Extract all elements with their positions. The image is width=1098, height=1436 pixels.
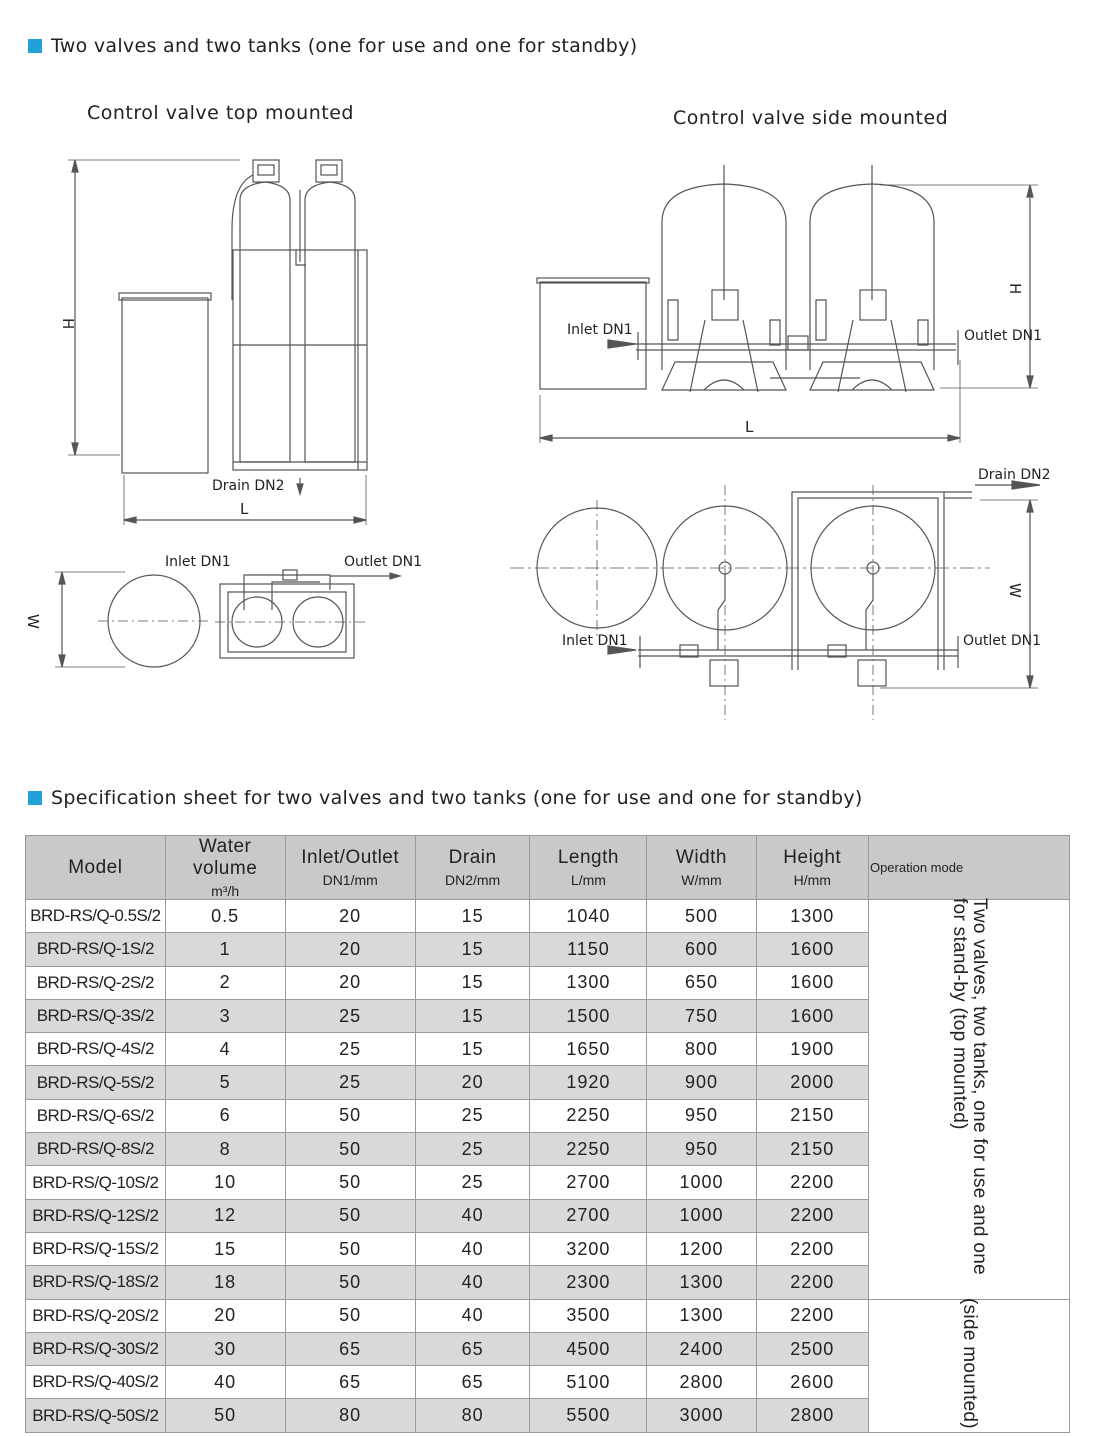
- cell-width: 650: [647, 966, 756, 999]
- table-row: [26, 900, 1070, 933]
- cell-length: 2700: [530, 1166, 647, 1199]
- cell-drain: 40: [415, 1199, 530, 1232]
- cell-height: 2150: [756, 1099, 868, 1132]
- cell-height: 2800: [756, 1399, 868, 1432]
- label-outlet-plan-side: Outlet DN1: [963, 633, 1041, 649]
- cell-water-volume: 15: [165, 1232, 285, 1265]
- cell-drain: 15: [415, 933, 530, 966]
- label-w-side: W: [1006, 583, 1024, 598]
- cell-model: BRD-RS/Q-20S/2: [26, 1299, 166, 1332]
- cell-width: 750: [647, 999, 756, 1032]
- label-drain-side: Drain DN2: [978, 467, 1051, 483]
- cell-water-volume: 40: [165, 1366, 285, 1399]
- table-header-row: [26, 836, 1070, 900]
- cell-inlet-outlet: 25: [285, 1033, 415, 1066]
- technical-drawing: [0, 130, 1098, 730]
- label-outlet-side: Outlet DN1: [964, 328, 1042, 344]
- cell-drain: 40: [415, 1266, 530, 1299]
- cell-height: 2150: [756, 1133, 868, 1166]
- cell-width: 2400: [647, 1332, 756, 1365]
- cell-height: 2000: [756, 1066, 868, 1099]
- cell-length: 5100: [530, 1366, 647, 1399]
- cell-drain: 25: [415, 1166, 530, 1199]
- cell-model: BRD-RS/Q-1S/2: [26, 933, 166, 966]
- cell-height: 1300: [756, 900, 868, 933]
- header-length: Length L/mm: [530, 836, 647, 900]
- cell-length: 4500: [530, 1332, 647, 1365]
- cell-model: BRD-RS/Q-40S/2: [26, 1366, 166, 1399]
- cell-width: 2800: [647, 1366, 756, 1399]
- cell-length: 2250: [530, 1133, 647, 1166]
- cell-model: BRD-RS/Q-8S/2: [26, 1133, 166, 1166]
- section-title-text: Two valves and two tanks (one for use and one for standby): [51, 35, 638, 57]
- cell-drain: 40: [415, 1232, 530, 1265]
- cell-drain: 20: [415, 1066, 530, 1099]
- cell-length: 3500: [530, 1299, 647, 1332]
- cell-model: BRD-RS/Q-50S/2: [26, 1399, 166, 1432]
- cell-inlet-outlet: 20: [285, 933, 415, 966]
- operation-mode-top: [868, 897, 1069, 1300]
- label-inlet-plan-side: Inlet DN1: [562, 633, 628, 649]
- cell-water-volume: 8: [165, 1133, 285, 1166]
- cell-height: 2200: [756, 1232, 868, 1265]
- cell-length: 1920: [530, 1066, 647, 1099]
- header-model: Model: [26, 836, 166, 900]
- cell-inlet-outlet: 20: [285, 900, 415, 933]
- cell-water-volume: 4: [165, 1033, 285, 1066]
- cell-inlet-outlet: 25: [285, 999, 415, 1032]
- cell-width: 1300: [647, 1266, 756, 1299]
- cell-height: 1600: [756, 966, 868, 999]
- label-inlet-side: Inlet DN1: [567, 322, 633, 338]
- cell-length: 3200: [530, 1232, 647, 1265]
- cell-inlet-outlet: 50: [285, 1266, 415, 1299]
- cell-inlet-outlet: 50: [285, 1166, 415, 1199]
- cell-water-volume: 1: [165, 933, 285, 966]
- caption-side-mounted: Control valve side mounted: [673, 107, 949, 129]
- cell-inlet-outlet: 20: [285, 966, 415, 999]
- cell-length: 2250: [530, 1099, 647, 1132]
- cell-inlet-outlet: 50: [285, 1099, 415, 1132]
- cell-drain: 65: [415, 1332, 530, 1365]
- cell-drain: 80: [415, 1399, 530, 1432]
- top-mounted-elevation: [68, 160, 367, 525]
- cell-drain: 15: [415, 1033, 530, 1066]
- cell-width: 900: [647, 1066, 756, 1099]
- cell-drain: 15: [415, 999, 530, 1032]
- cell-model: BRD-RS/Q-5S/2: [26, 1066, 166, 1099]
- square-bullet-icon: [28, 39, 42, 53]
- cell-height: 2200: [756, 1266, 868, 1299]
- cell-model: BRD-RS/Q-12S/2: [26, 1199, 166, 1232]
- cell-model: BRD-RS/Q-10S/2: [26, 1166, 166, 1199]
- cell-width: 1000: [647, 1166, 756, 1199]
- cell-length: 1650: [530, 1033, 647, 1066]
- cell-drain: 65: [415, 1366, 530, 1399]
- cell-inlet-outlet: 50: [285, 1299, 415, 1332]
- cell-drain: 40: [415, 1299, 530, 1332]
- cell-water-volume: 20: [165, 1299, 285, 1332]
- cell-model: BRD-RS/Q-15S/2: [26, 1232, 166, 1265]
- section-title-drawings: [28, 35, 637, 57]
- header-width: Width W/mm: [647, 836, 756, 900]
- operation-mode-top-text: Two valves, two tanks, one for use and one for stand-by (top mounted): [948, 897, 990, 1275]
- cell-water-volume: 6: [165, 1099, 285, 1132]
- cell-water-volume: 0.5: [165, 900, 285, 933]
- label-inlet-top: Inlet DN1: [165, 554, 231, 570]
- cell-model: BRD-RS/Q-30S/2: [26, 1332, 166, 1365]
- cell-water-volume: 5: [165, 1066, 285, 1099]
- cell-height: 2200: [756, 1199, 868, 1232]
- header-drain: Drain DN2/mm: [415, 836, 530, 900]
- caption-top-mounted: Control valve top mounted: [87, 102, 354, 124]
- cell-model: BRD-RS/Q-0.5S/2: [26, 900, 166, 933]
- cell-height: 2600: [756, 1366, 868, 1399]
- cell-drain: 15: [415, 966, 530, 999]
- cell-drain: 25: [415, 1133, 530, 1166]
- label-h-top: H: [59, 318, 77, 330]
- cell-length: 1150: [530, 933, 647, 966]
- cell-water-volume: 50: [165, 1399, 285, 1432]
- cell-height: 2500: [756, 1332, 868, 1365]
- cell-width: 3000: [647, 1399, 756, 1432]
- header-operation-mode: Operation mode: [868, 836, 1069, 900]
- cell-model: BRD-RS/Q-18S/2: [26, 1266, 166, 1299]
- cell-model: BRD-RS/Q-2S/2: [26, 966, 166, 999]
- cell-width: 500: [647, 900, 756, 933]
- cell-width: 1200: [647, 1232, 756, 1265]
- cell-width: 950: [647, 1099, 756, 1132]
- side-mounted-elevation: [537, 165, 1038, 443]
- label-h-side: H: [1006, 283, 1024, 295]
- cell-model: BRD-RS/Q-4S/2: [26, 1033, 166, 1066]
- cell-length: 1300: [530, 966, 647, 999]
- header-inlet-outlet: Inlet/Outlet DN1/mm: [285, 836, 415, 900]
- cell-length: 5500: [530, 1399, 647, 1432]
- cell-height: 1600: [756, 999, 868, 1032]
- cell-length: 2700: [530, 1199, 647, 1232]
- cell-length: 2300: [530, 1266, 647, 1299]
- cell-drain: 15: [415, 900, 530, 933]
- cell-model: BRD-RS/Q-3S/2: [26, 999, 166, 1032]
- cell-inlet-outlet: 80: [285, 1399, 415, 1432]
- cell-width: 800: [647, 1033, 756, 1066]
- cell-inlet-outlet: 25: [285, 1066, 415, 1099]
- operation-mode-side-text: (side mounted): [958, 1297, 980, 1429]
- cell-height: 2200: [756, 1299, 868, 1332]
- cell-width: 1300: [647, 1299, 756, 1332]
- label-drain-top: Drain DN2: [212, 478, 285, 494]
- top-mounted-plan: [55, 570, 400, 667]
- label-l-side: L: [745, 418, 754, 436]
- side-mounted-plan: [510, 481, 1040, 720]
- label-l-top: L: [240, 500, 249, 518]
- cell-width: 1000: [647, 1199, 756, 1232]
- cell-inlet-outlet: 50: [285, 1133, 415, 1166]
- cell-height: 1900: [756, 1033, 868, 1066]
- cell-model: BRD-RS/Q-6S/2: [26, 1099, 166, 1132]
- section-title-spec: [28, 787, 863, 809]
- cell-length: 1500: [530, 999, 647, 1032]
- label-w-top: W: [24, 614, 42, 629]
- cell-inlet-outlet: 65: [285, 1332, 415, 1365]
- cell-width: 600: [647, 933, 756, 966]
- cell-inlet-outlet: 65: [285, 1366, 415, 1399]
- cell-width: 950: [647, 1133, 756, 1166]
- cell-height: 2200: [756, 1166, 868, 1199]
- cell-length: 1040: [530, 900, 647, 933]
- cell-drain: 25: [415, 1099, 530, 1132]
- section-title-text: Specification sheet for two valves and two tanks (one for use and one for standby): [51, 787, 863, 809]
- header-height: Height H/mm: [756, 836, 868, 900]
- cell-water-volume: 3: [165, 999, 285, 1032]
- label-outlet-top: Outlet DN1: [344, 554, 422, 570]
- header-water-volume: Water volume m³/h: [165, 836, 285, 900]
- cell-water-volume: 10: [165, 1166, 285, 1199]
- cell-water-volume: 18: [165, 1266, 285, 1299]
- spec-table: [25, 835, 1070, 1433]
- cell-water-volume: 2: [165, 966, 285, 999]
- cell-inlet-outlet: 50: [285, 1232, 415, 1265]
- operation-mode-side: [868, 1299, 1069, 1432]
- cell-water-volume: 12: [165, 1199, 285, 1232]
- cell-height: 1600: [756, 933, 868, 966]
- cell-water-volume: 30: [165, 1332, 285, 1365]
- square-bullet-icon: [28, 791, 42, 805]
- cell-inlet-outlet: 50: [285, 1199, 415, 1232]
- table-row: [26, 1299, 1070, 1332]
